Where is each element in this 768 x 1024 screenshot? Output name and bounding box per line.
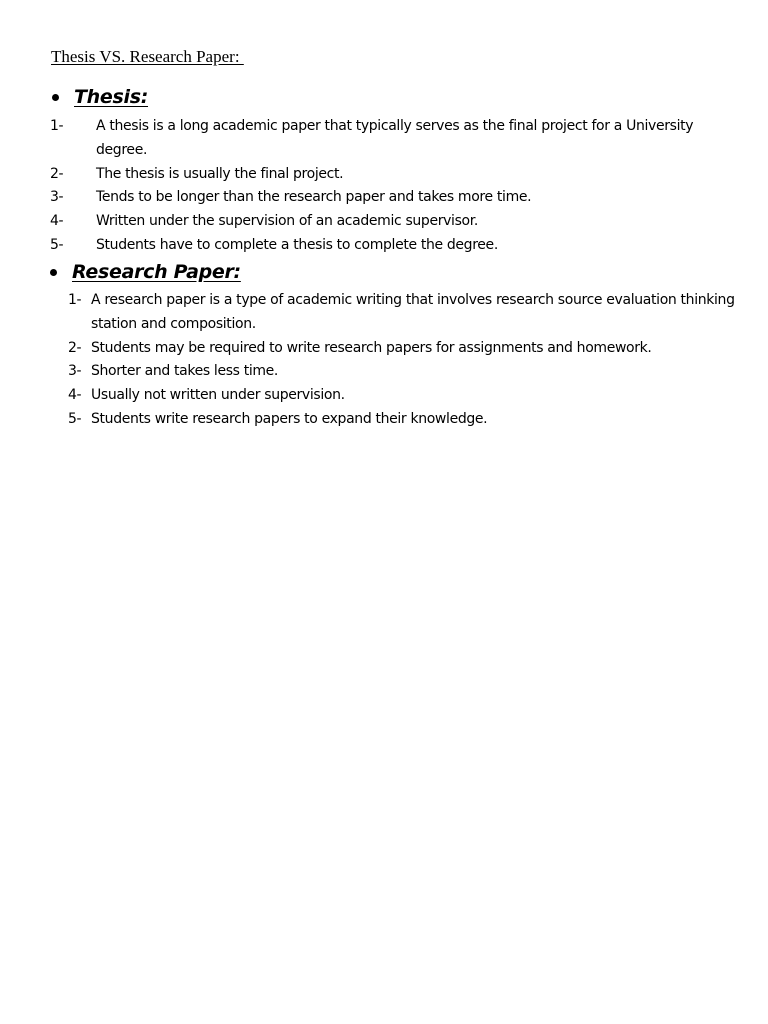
list-item bbox=[68, 408, 748, 432]
list-item-number: 5- bbox=[68, 410, 82, 427]
list-item bbox=[50, 115, 730, 163]
list-item-text: Students may be required to write research papers for assignments and homework. bbox=[91, 339, 652, 356]
list-item-text: A research paper is a type of academic writing that involves research source evaluation thinking station and composition. bbox=[91, 292, 735, 332]
list-item bbox=[50, 163, 730, 187]
list-item-text: Students write research papers to expand their knowledge. bbox=[91, 410, 488, 427]
list-item bbox=[68, 337, 748, 361]
list-item bbox=[50, 234, 730, 258]
list-item-number: 4- bbox=[50, 213, 64, 230]
list-item-number: 4- bbox=[68, 387, 82, 404]
bullet-icon bbox=[50, 269, 57, 276]
list-item bbox=[50, 210, 730, 234]
list-item-number: 3- bbox=[50, 189, 64, 206]
list-item-text: Written under the supervision of an academic supervisor. bbox=[96, 213, 478, 230]
list-item bbox=[50, 186, 730, 210]
list-item-text: Shorter and takes less time. bbox=[91, 363, 279, 380]
thesis-list bbox=[50, 115, 730, 258]
list-item bbox=[68, 289, 748, 337]
section-heading-thesis bbox=[52, 86, 148, 108]
list-item-text: Students have to complete a thesis to complete the degree. bbox=[96, 236, 498, 253]
section-heading-research-paper bbox=[50, 261, 241, 283]
document-title: Thesis VS. Research Paper: bbox=[51, 47, 244, 66]
list-item-text: Usually not written under supervision. bbox=[91, 387, 345, 404]
list-item bbox=[68, 360, 748, 384]
list-item-number: 2- bbox=[68, 339, 82, 356]
list-item-text: The thesis is usually the final project. bbox=[96, 165, 344, 182]
bullet-icon bbox=[52, 94, 59, 101]
list-item-number: 2- bbox=[50, 165, 64, 182]
list-item-number: 1- bbox=[68, 292, 82, 308]
research-paper-list bbox=[68, 289, 748, 432]
list-item-number: 1- bbox=[50, 118, 64, 134]
list-item-text: A thesis is a long academic paper that typically serves as the final project for a University degree. bbox=[96, 118, 694, 158]
list-item-number: 3- bbox=[68, 363, 82, 380]
section-heading-thesis-label: Thesis: bbox=[74, 86, 149, 108]
list-item bbox=[68, 384, 748, 408]
list-item-text: Tends to be longer than the research paper and takes more time. bbox=[96, 189, 532, 206]
list-item-number: 5- bbox=[50, 236, 64, 253]
section-heading-research-paper-label: Research Paper: bbox=[72, 261, 241, 283]
